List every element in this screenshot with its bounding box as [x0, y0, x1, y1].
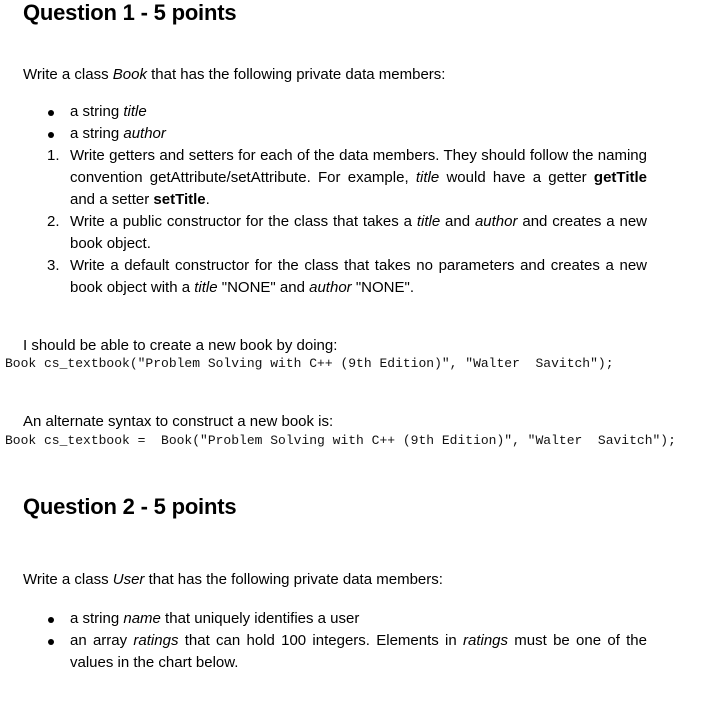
bullet-dot	[48, 639, 54, 645]
list-item: a string author	[23, 123, 653, 145]
q2-intro: Write a class User that has the following private data members:	[23, 571, 443, 588]
alternate-code-line: Book cs_textbook = Book("Problem Solving with C++ (9th Edition)", "Walter Savitch");	[5, 433, 676, 448]
list-item: 1. Write getters and setters for each of the data members. They should follow the naming convention getAttribute/setAttribute. For example, title would have a getter getTitle and a setter setTitle.	[47, 147, 647, 208]
list-item: 2. Write a public constructor for the class that takes a title and author and creates a new book object.	[47, 213, 648, 252]
create-instruction: I should be able to create a new book by doing:	[23, 337, 338, 354]
q1-bullet-list	[23, 101, 653, 145]
q2-heading: Question 2 - 5 points	[23, 494, 237, 519]
q1-heading: Question 1 - 5 points	[23, 0, 237, 25]
q2-bullet-list	[23, 608, 647, 674]
bullet-dot	[48, 132, 54, 138]
list-item: a string title	[23, 101, 653, 123]
list-item: an array ratings that can hold 100 integers. Elements in ratings must be one of the values in the chart below.	[23, 630, 647, 674]
q1-intro: Write a class Book that has the following private data members:	[23, 66, 446, 83]
alternate-instruction: An alternate syntax to construct a new book is:	[23, 413, 334, 430]
bullet-dot	[48, 617, 54, 623]
list-item: 3. Write a default constructor for the class that takes no parameters and creates a new book object with a title "NONE" and author "NONE".	[47, 257, 647, 296]
create-code-line: Book cs_textbook("Problem Solving with C++ (9th Edition)", "Walter Savitch");	[5, 356, 614, 371]
bullet-dot	[48, 110, 54, 116]
list-item: a string name that uniquely identifies a user	[23, 608, 647, 630]
q1-numbered-list	[23, 145, 647, 299]
